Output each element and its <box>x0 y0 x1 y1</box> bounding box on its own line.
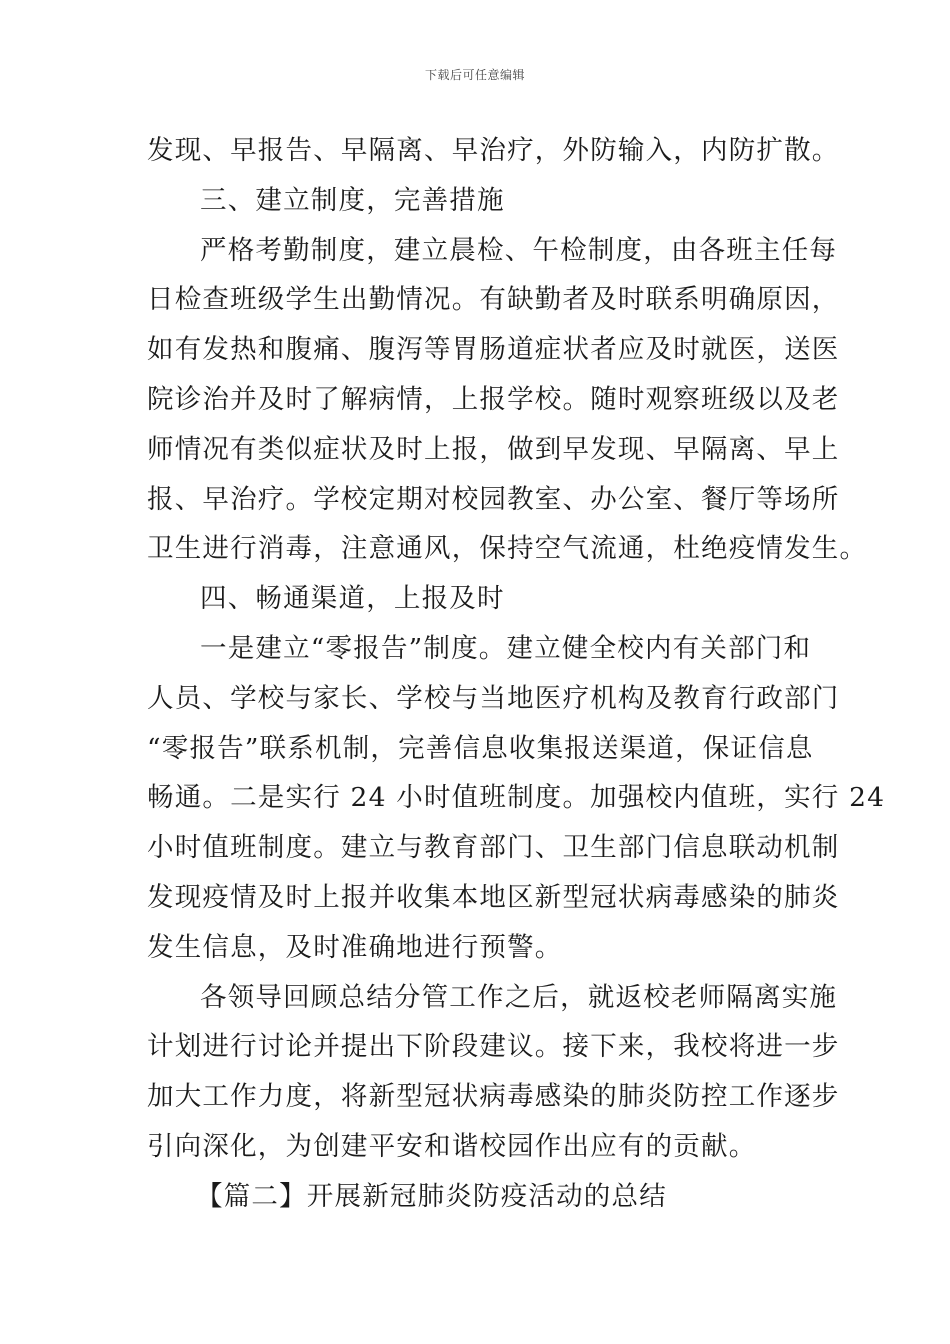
section-heading-4: 四、畅通渠道，上报及时 <box>200 583 505 615</box>
body-line: 发生信息，及时准确地进行预警。 <box>147 931 563 963</box>
body-line: “零报告”联系机制，完善信息收集报送渠道，保证信息 <box>147 732 814 764</box>
body-line: 人员、学校与家长、学校与当地医疗机构及教育行政部门 <box>147 682 840 714</box>
page-header: 下载后可任意编辑 <box>424 68 525 82</box>
body-line: 卫生进行消毒，注意通风，保持空气流通，杜绝疫情发生。 <box>147 533 868 565</box>
body-line: 畅通。二是实行 24 小时值班制度。加强校内值班，实行 24 <box>147 782 886 814</box>
paragraph-start: 一是建立“零报告”制度。建立健全校内有关部门和 <box>200 632 812 664</box>
body-line: 小时值班制度。建立与教育部门、卫生部门信息联动机制 <box>147 832 840 864</box>
body-line: 院诊治并及时了解病情，上报学校。随时观察班级以及老 <box>147 383 840 415</box>
body-line: 报、早治疗。学校定期对校园教室、办公室、餐厅等场所 <box>147 483 840 515</box>
paragraph-start: 各领导回顾总结分管工作之后，就返校老师隔离实施 <box>200 981 838 1013</box>
body-line: 师情况有类似症状及时上报，做到早发现、早隔离、早上 <box>147 433 840 465</box>
body-line: 如有发热和腹痛、腹泻等胃肠道症状者应及时就医，送医 <box>147 334 840 366</box>
body-line: 加大工作力度，将新型冠状病毒感染的肺炎防控工作逐步 <box>147 1081 840 1113</box>
body-line: 引向深化，为创建平安和谐校园作出应有的贡献。 <box>147 1130 757 1162</box>
body-line: 日检查班级学生出勤情况。有缺勤者及时联系明确原因， <box>147 284 840 316</box>
paragraph-start: 严格考勤制度，建立晨检、午检制度，由各班主任每 <box>200 234 838 266</box>
document-body <box>147 126 886 1222</box>
body-line: 发现、早报告、早隔离、早治疗，外防输入，内防扩散。 <box>147 135 840 166</box>
section-heading-3: 三、建立制度，完善措施 <box>200 184 505 216</box>
article-title: 【篇二】开展新冠肺炎防疫活动的总结 <box>196 1180 667 1212</box>
body-line: 发现疫情及时上报并收集本地区新型冠状病毒感染的肺炎 <box>147 881 840 913</box>
body-line: 计划进行讨论并提出下阶段建议。接下来，我校将进一步 <box>147 1031 840 1063</box>
